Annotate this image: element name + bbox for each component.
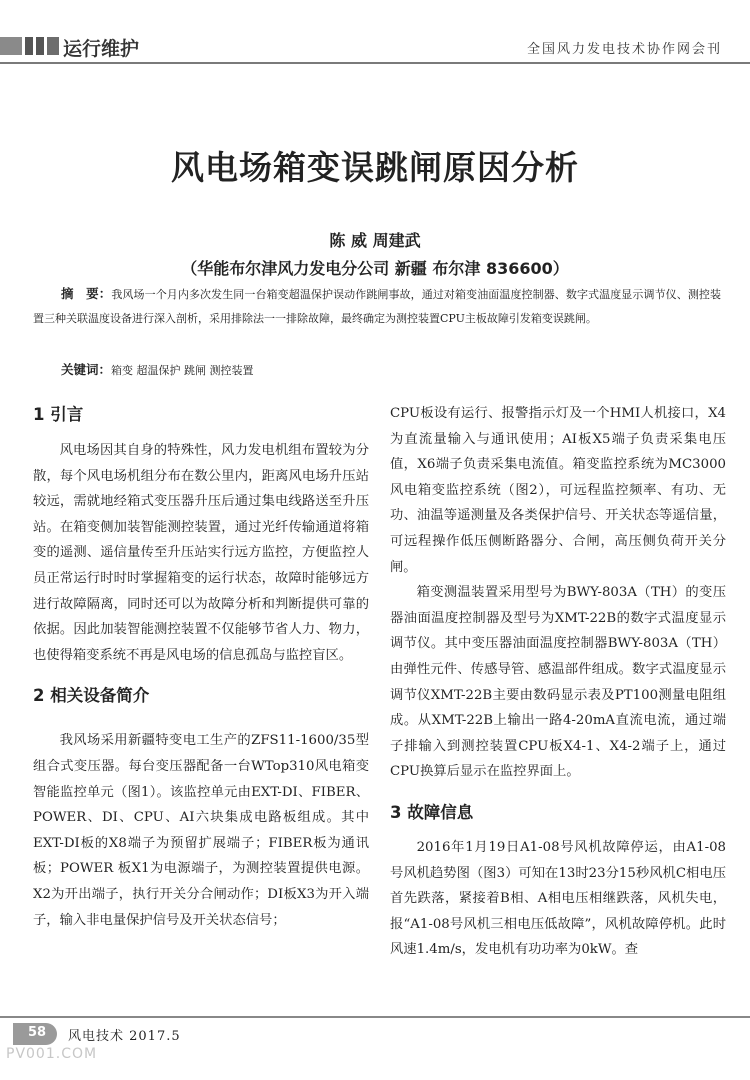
right-column: [390, 401, 726, 963]
section-heading-fault: 3 故障信息: [390, 802, 474, 822]
keywords-label: 关键词：: [61, 362, 112, 377]
section-heading-intro: 1 引言: [33, 405, 84, 424]
section-heading-equipment: 2 相关设备简介: [33, 686, 150, 706]
footer-journal: 风电技术 2017.5: [68, 1029, 181, 1044]
paragraph: 风电场因其自身的特殊性，风力发电机组布置较为分散，每个风电场机组分布在数公里内，距离风电场升压站较远，需就地经箱式变压器升压后通过集电线路送至升压站。在箱变侧加装智能测控装置，通过光纤传输通道将箱变的遥测、遥信量传至升压站实行远方监控，方便监控人员正常运行时时时掌握箱变的运行状态，故障时能够远方进行故障隔离，同时还可以为故障分析和判断提供可靠的依据。因此加装智能测控装置不仅能够节省人力、物力，也使得箱变系统不再是风电场的信息孤岛与监控盲区。: [33, 443, 369, 663]
abstract: [33, 282, 721, 331]
section-tag: 运行维护: [63, 38, 140, 60]
keywords-text: 箱变 超温保护 跳闸 测控装置: [111, 364, 254, 377]
watermark: PV001.COM: [6, 1046, 98, 1062]
header-decoration: [0, 37, 59, 55]
paragraph: 我风场采用新疆特变电工生产的ZFS11-1600/35型组合式变压器。每台变压器配备一台WTop310风电箱变智能监控单元（图1）。该监控单元由EXT-DI、FIBER、POWER、DI、CPU、AI六块集成电路板组成。其中EXT-DI板的X8端子为预留扩展端子；FIBER板为通讯板；POWER 板X1为电源端子，为测控装置提供电源。X2为开出端子，执行开关分合闸动作；DI板X3为开入端子，输入非电量保护信号及开关状态信号；: [33, 733, 369, 928]
header-divider: [0, 62, 750, 64]
authors: 陈 威 周建武: [329, 231, 421, 250]
keywords: [61, 360, 254, 378]
left-column: [33, 400, 369, 933]
paragraph: CPU板设有运行、报警指示灯及一个HMI人机接口，X4为直流量输入与通讯使用；AI板X5端子负责采集电压值，X6端子负责采集电流值。箱变监控系统为MC3000风电箱变监控系统（图2），可远程监控频率、有功、无功、油温等遥测量及各类保护信号、开关状态等遥信量，可远程操作低压侧断路器分、合闸，高压侧负荷开关分闸。: [390, 406, 726, 575]
article-title: 风电场箱变误跳闸原因分析: [171, 148, 579, 187]
page-number: 58: [28, 1025, 47, 1040]
affiliation: （华能布尔津风力发电分公司 新疆 布尔津 836600）: [181, 259, 569, 278]
paragraph: 2016年1月19日A1-08号风机故障停运，由A1-08号风机趋势图（图3）可知在13时23分15秒风机C相电压首先跌落，紧接着B相、A相电压相继跌落，风机失电，报“A1-08号风机三相电压低故障”，风机故障停机。此时风速1.4m/s，发电机有功功率为0kW。查: [390, 839, 726, 958]
journal-name: 全国风力发电技术协作网会刊: [526, 42, 722, 57]
abstract-text: 我风场一个月内多次发生同一台箱变超温保护误动作跳闸事故，通过对箱变油面温度控制器、数字式温度显示调节仪、测控装置三种关联温度设备进行深入剖析，采用排除法一一排除故障，最终确定为测控装置CPU主板故障引发箱变误跳闸。: [33, 288, 721, 325]
footer-divider: [0, 1016, 750, 1018]
abstract-label: 摘 要：: [61, 286, 112, 301]
paragraph: 箱变测温装置采用型号为BWY-803A（TH）的变压器油面温度控制器及型号为XMT-22B的数字式温度显示调节仪。其中变压器油面温度控制器BWY-803A（TH）由弹性元件、传感导管、感温部件组成。数字式温度显示调节仪XMT-22B主要由数码显示表及PT100测量电阻组成。从XMT-22B上输出一路4-20mA直流电流，通过端子排输入到测控装置CPU板X4-1、X4-2端子上，通过CPU换算后显示在监控界面上。: [390, 585, 726, 780]
